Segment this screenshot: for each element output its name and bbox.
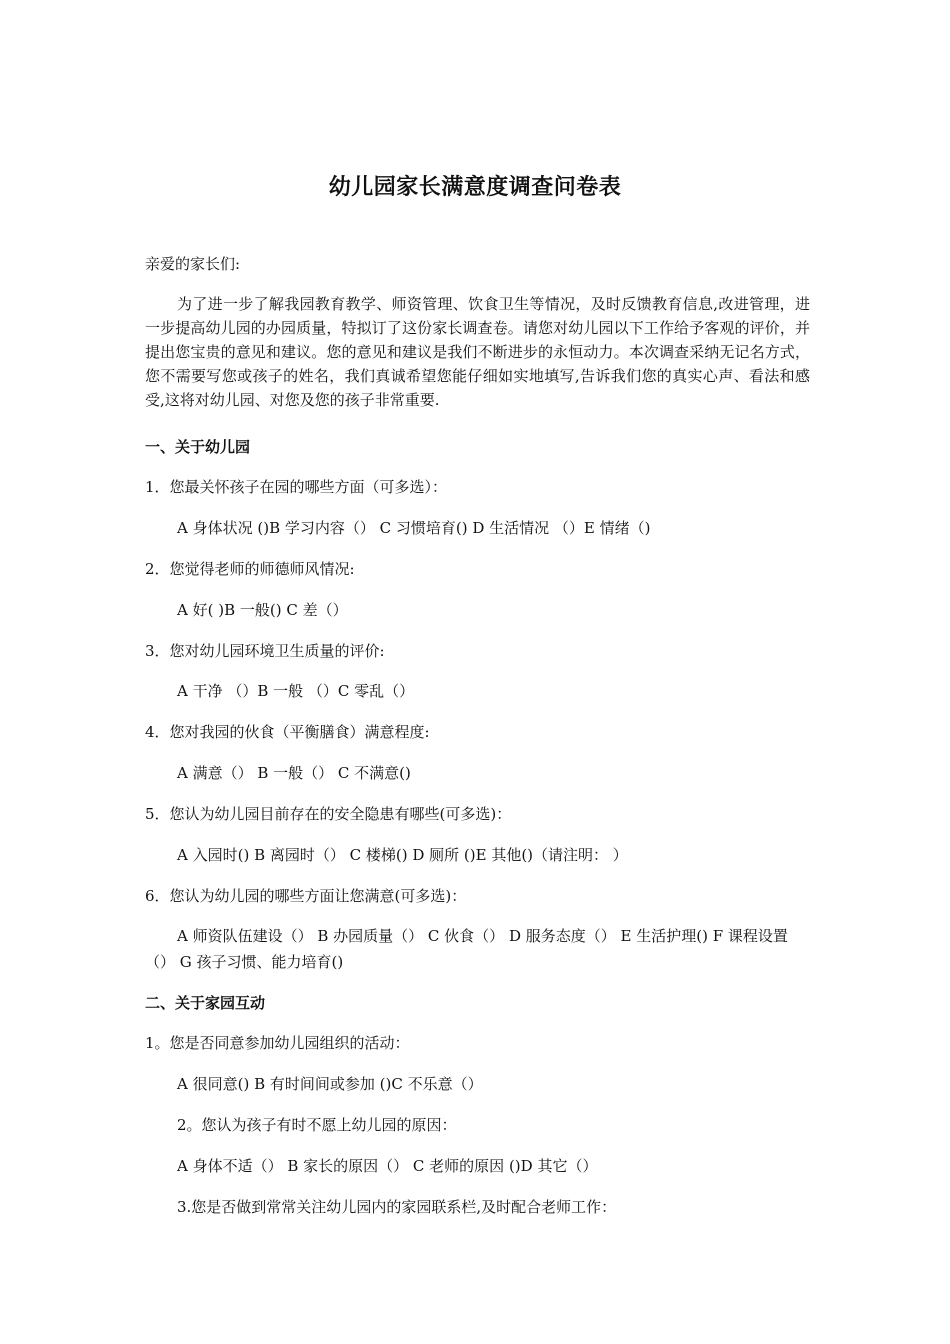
question-4: 4．您对我园的伙食（平衡膳食）满意程度: — [145, 723, 430, 741]
answer-options-2-1: A 很同意() B 有时间间或参加 ()C 不乐意（） — [177, 1075, 483, 1093]
question-2-2: 2。您认为孩子有时不愿上幼儿园的原因： — [177, 1116, 457, 1134]
document-title: 幼儿园家长满意度调查问卷表 — [328, 174, 622, 200]
greeting: 亲爱的家长们: — [145, 255, 241, 273]
answer-options-4: A 满意（） B 一般（） C 不满意() — [177, 764, 411, 782]
question-5: 5．您认为幼儿园目前存在的安全隐患有哪些(可多选)： — [145, 805, 512, 823]
section1-heading: 一、关于幼儿园 — [145, 438, 251, 456]
section2-heading: 二、关于家园互动 — [145, 994, 266, 1012]
answer-options-2: A 好( )B 一般() C 差（） — [177, 601, 348, 619]
answer-options-2-2: A 身体不适（） B 家长的原因（） C 老师的原因 ()D 其它（） — [177, 1157, 598, 1175]
answer-options-3: A 干净 （）B 一般 （）C 零乱（） — [177, 682, 415, 700]
answer-options-6: A 师资队伍建设（） B 办园质量（） C 伙食（） D 服务态度（） E 生活护理() F 课程设置（） G 孩子习惯、能力培育() — [145, 927, 788, 971]
question-1: 1．您最关怀孩子在园的哪些方面（可多选）： — [145, 478, 448, 496]
question-2-3: 3.您是否做到常常关注幼儿园内的家园联系栏,及时配合老师工作： — [177, 1198, 617, 1216]
question-2: 2．您觉得老师的师德师风情况: — [145, 560, 355, 578]
question-3: 3．您对幼儿园环境卫生质量的评价: — [145, 642, 385, 660]
question-6: 6．您认为幼儿园的哪些方面让您满意(可多选)： — [145, 887, 467, 905]
question-2-1: 1。您是否同意参加幼儿园组织的活动： — [145, 1034, 410, 1052]
answer-options-5: A 入园时() B 离园时（） C 楼梯() D 厕所 ()E 其他()（请注明： ） — [177, 846, 628, 864]
intro-paragraph: 为了进一步了解我园教育教学、师资管理、饮食卫生等情况，及时反馈教育信息,改进管理，进一步提高幼儿园的办园质量，特拟订了这份家长调查卷。请您对幼儿园以下工作给予客观的评价，并提出您宝贵的意见和建议。您的意见和建议是我们不断进步的永恒动力。本次调查采纳无记名方式，您不需要写您或孩子的姓名，我们真诚希望您能仔细如实地填写,告诉我们您的真实心声、看法和感受,这将对幼儿园、对您及您的孩子非常重要. — [145, 295, 810, 409]
answer-options-1: A 身体状况 ()B 学习内容（） C 习惯培育() D 生活情况 （）E 情绪（) — [177, 519, 651, 537]
